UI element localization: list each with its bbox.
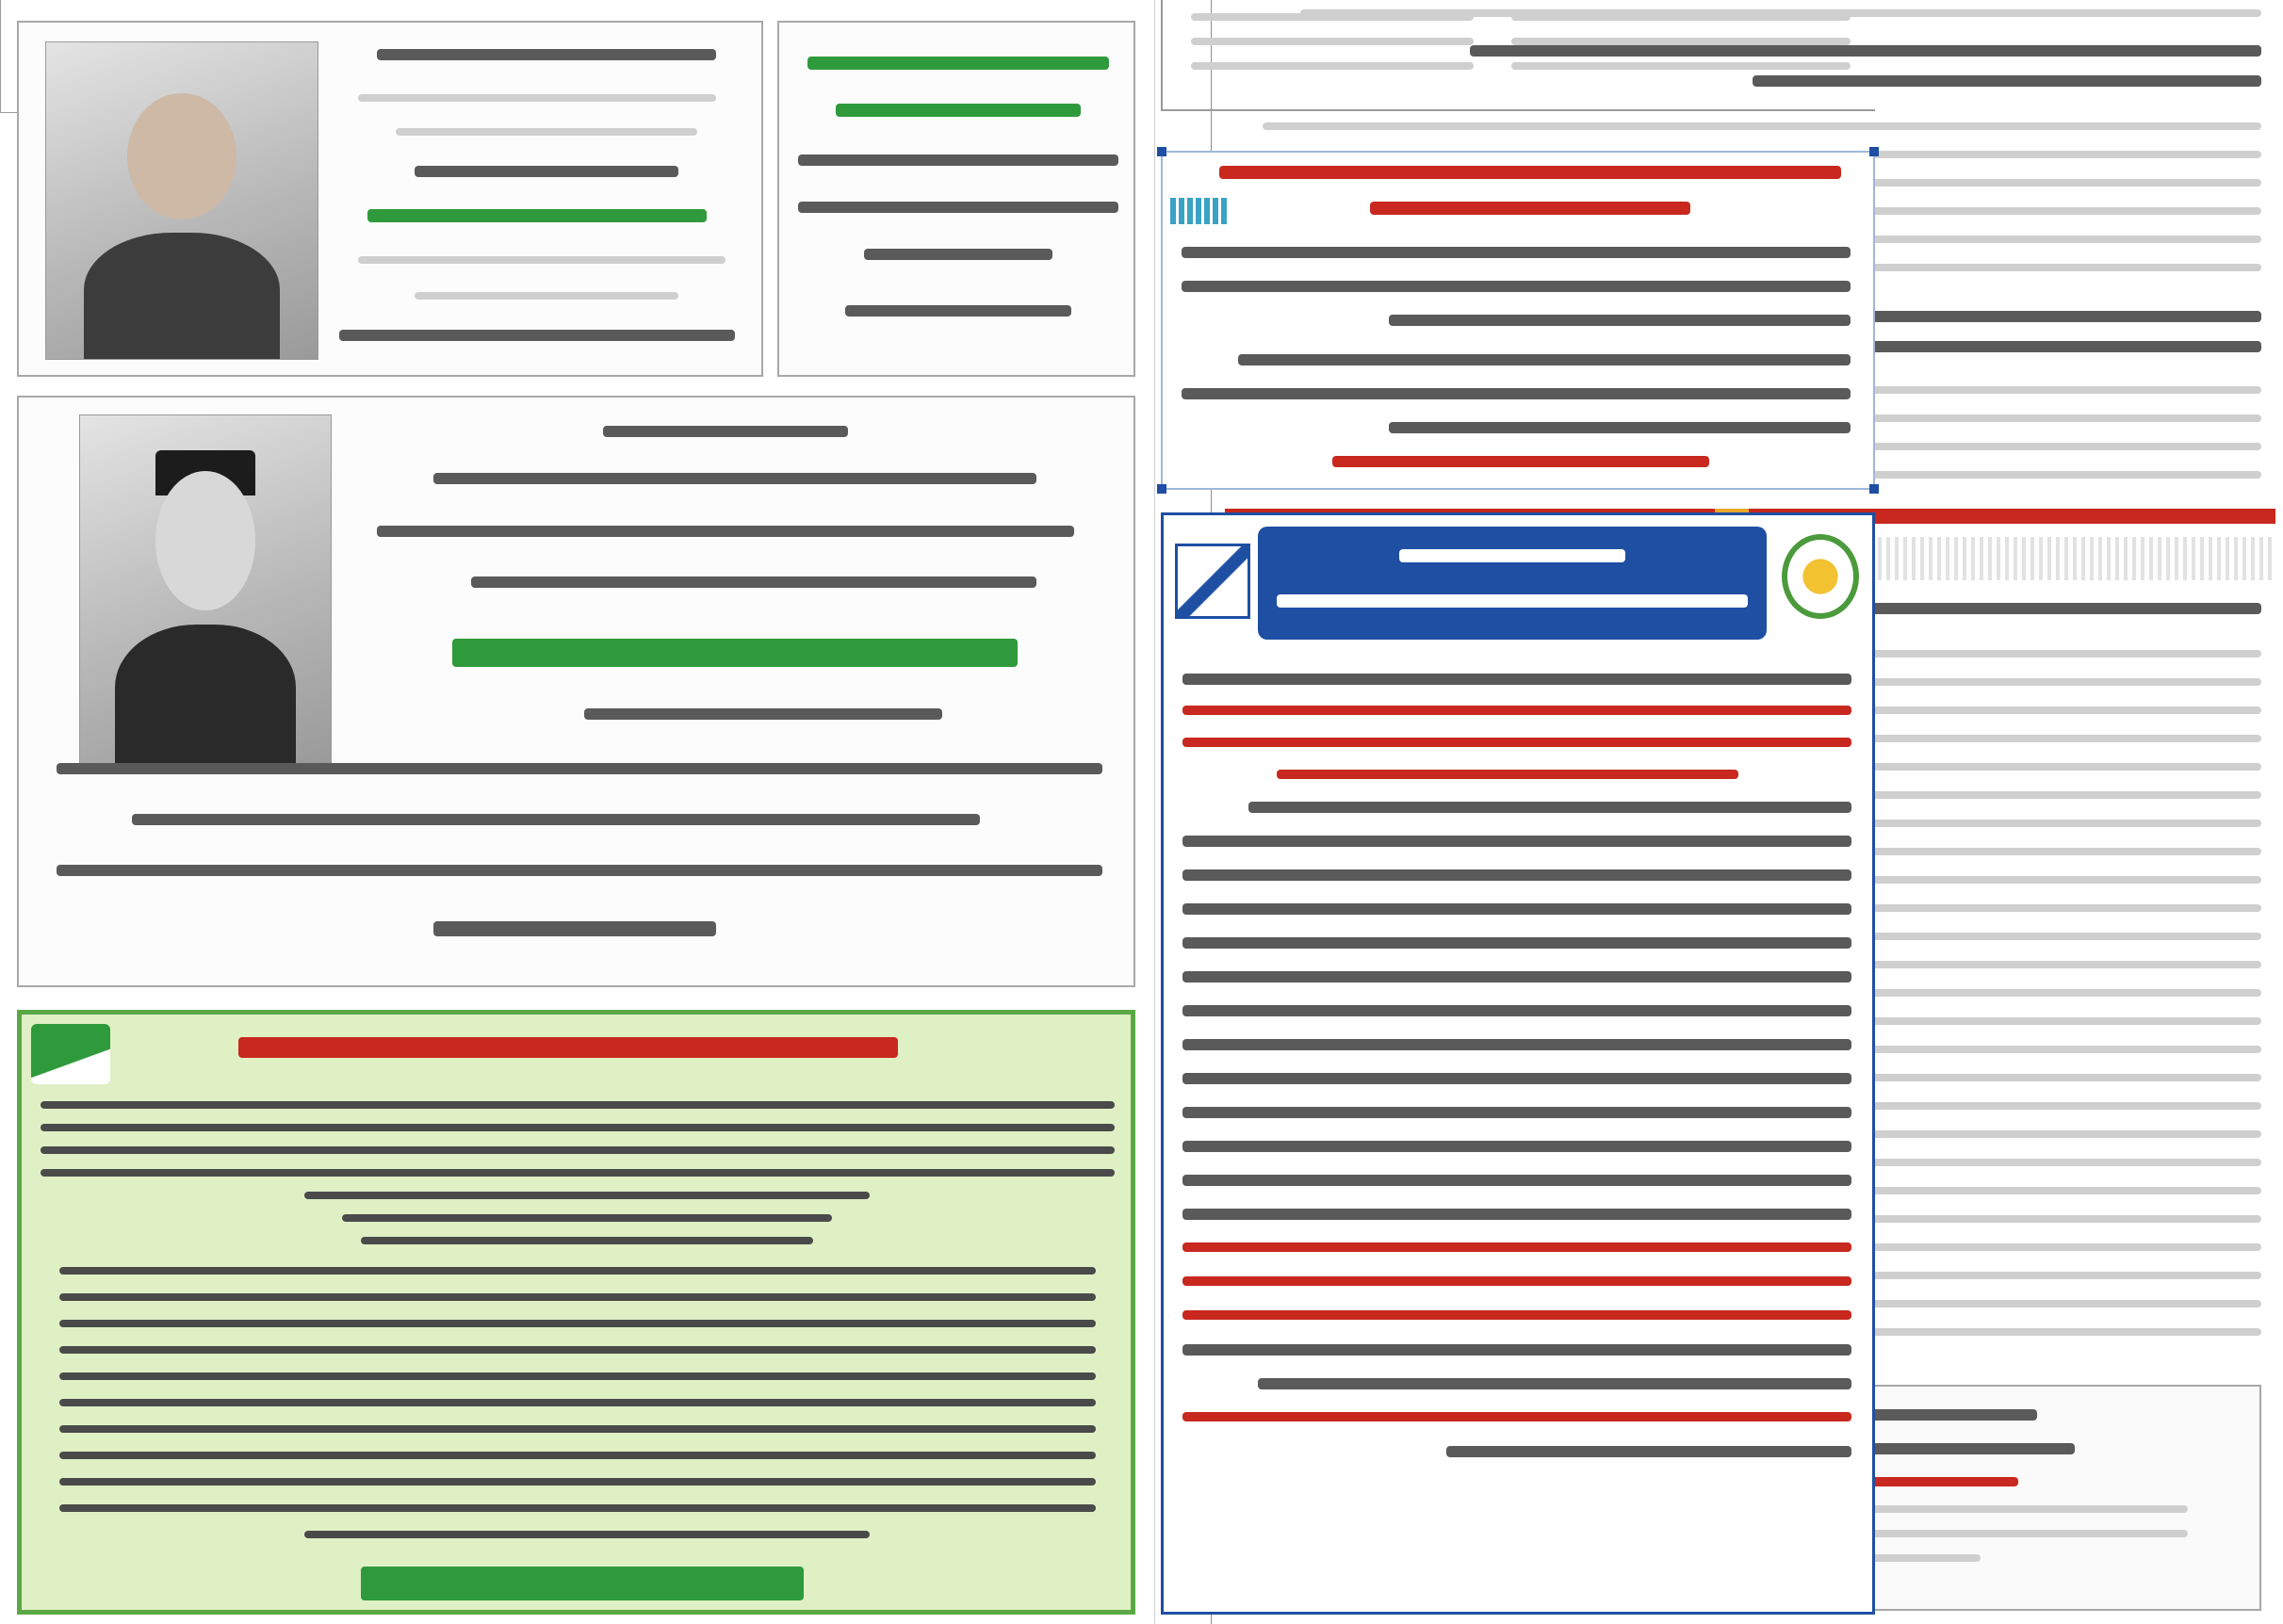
news-text-line — [1511, 13, 1851, 21]
ad-heading-line — [415, 166, 678, 177]
condolence-ad-portrait — [17, 21, 763, 377]
ad-headline-line — [1219, 166, 1841, 179]
ad-highlight-line — [1182, 1412, 1851, 1421]
metro-logo — [1175, 544, 1250, 619]
tender-footer-banner — [361, 1567, 804, 1600]
ad-text-line — [304, 1531, 870, 1538]
ad-text-line — [1182, 1141, 1851, 1152]
ad-heading-line — [836, 104, 1081, 117]
municipality-logo — [1782, 534, 1859, 619]
ad-text-line — [342, 1214, 832, 1222]
news-text-line — [1511, 38, 1851, 45]
column-divider — [1154, 0, 1155, 1624]
ad-text-line — [1182, 903, 1851, 915]
news-text-line — [1191, 62, 1474, 70]
ad-text-line — [1182, 1039, 1851, 1050]
memorial-ad — [17, 396, 1135, 987]
ad-text-line — [1182, 1344, 1851, 1356]
ad-text-line — [358, 256, 726, 264]
ad-text-line — [41, 1124, 1115, 1131]
ad-title-banner — [1258, 527, 1767, 640]
ad-text-line — [1182, 1209, 1851, 1220]
ad-text-line — [1182, 247, 1851, 258]
news-text-line — [1511, 62, 1851, 70]
ad-text-line — [415, 292, 678, 300]
ad-text-line — [59, 1267, 1096, 1275]
news-text-line — [1263, 122, 2261, 130]
ad-text-line — [864, 249, 1052, 260]
ad-highlight-line — [1182, 1310, 1851, 1320]
ad-highlight-line — [367, 209, 707, 222]
portrait-head — [127, 93, 236, 219]
ad-text-line — [59, 1346, 1096, 1354]
middle-top-news-box — [1161, 0, 1875, 111]
memorial-photo — [79, 414, 332, 765]
ad-text-line — [1248, 802, 1851, 813]
ad-text-line — [361, 1237, 813, 1244]
ad-heading-line — [584, 708, 942, 720]
ad-text-line — [1182, 836, 1851, 847]
crop-marker — [1157, 484, 1166, 494]
ad-text-line — [1182, 971, 1851, 983]
ad-headline-line — [238, 1037, 898, 1058]
ad-text-line — [59, 1372, 1096, 1380]
industrial-parks-logo — [31, 1024, 110, 1084]
ad-text-line — [1389, 315, 1851, 326]
ad-text-line — [57, 763, 1102, 774]
crop-marker — [1157, 147, 1166, 156]
ad-text-line — [1446, 1446, 1851, 1457]
ad-text-line — [132, 814, 980, 825]
ad-text-line — [57, 865, 1102, 876]
memorial-torso — [115, 625, 296, 764]
ad-signature-line — [845, 305, 1071, 317]
ad-text-line — [1182, 1073, 1851, 1084]
ad-signature-line — [433, 921, 716, 936]
ad-text-line — [59, 1452, 1096, 1459]
ad-text-line — [433, 473, 1036, 484]
portrait-photo — [45, 41, 318, 360]
ad-highlight-line — [1277, 770, 1738, 779]
exhibition-ad — [1161, 151, 1875, 490]
ad-text-line — [41, 1169, 1115, 1177]
ad-text-line — [1182, 674, 1851, 685]
ad-highlight-line — [452, 639, 1018, 667]
banner-title-line — [1277, 594, 1748, 608]
ad-text-line — [798, 154, 1118, 166]
ad-text-line — [1182, 1107, 1851, 1118]
ad-text-line — [1258, 1378, 1851, 1389]
ad-headline-line — [1370, 202, 1690, 215]
ad-text-line — [377, 526, 1074, 537]
ad-text-line — [59, 1425, 1096, 1433]
ad-text-line — [41, 1101, 1115, 1109]
ad-text-line — [1182, 1175, 1851, 1186]
ad-text-line — [59, 1320, 1096, 1327]
ad-text-line — [1182, 281, 1851, 292]
condolence-ad-family — [777, 21, 1135, 377]
ad-text-line — [59, 1399, 1096, 1406]
ad-heading-line — [603, 426, 848, 437]
ad-text-line — [358, 94, 716, 102]
tender-ad — [17, 1010, 1135, 1615]
ad-text-line — [1182, 937, 1851, 949]
ad-text-line — [471, 577, 1036, 588]
portrait-torso — [84, 233, 279, 359]
ad-text-line — [1238, 354, 1851, 365]
crop-marker — [1869, 484, 1879, 494]
ad-text-line — [41, 1146, 1115, 1154]
exhibition-logo — [1170, 198, 1227, 224]
ad-text-line — [1182, 388, 1851, 399]
ad-highlight-line — [1182, 738, 1851, 747]
ad-text-line — [1389, 422, 1851, 433]
ad-heading-line — [807, 57, 1109, 70]
ad-text-line — [304, 1192, 870, 1199]
ad-footer-line — [1332, 456, 1709, 467]
crop-marker — [1869, 147, 1879, 156]
memorial-head — [155, 471, 255, 610]
ad-text-line — [1182, 869, 1851, 881]
ad-text-line — [59, 1293, 1096, 1301]
ad-highlight-line — [1182, 706, 1851, 715]
ad-text-line — [798, 202, 1118, 213]
ad-text-line — [396, 128, 697, 136]
news-text-line — [1191, 13, 1474, 21]
ad-text-line — [59, 1504, 1096, 1512]
ad-signature-line — [339, 330, 735, 341]
news-text-line — [1191, 38, 1474, 45]
metro-consulting-ad — [1161, 512, 1875, 1615]
ad-heading-line — [377, 49, 716, 60]
ad-highlight-line — [1182, 1276, 1851, 1286]
banner-title-line — [1399, 549, 1625, 562]
ad-highlight-line — [1182, 1242, 1851, 1252]
ad-text-line — [59, 1478, 1096, 1486]
ad-text-line — [1182, 1005, 1851, 1016]
